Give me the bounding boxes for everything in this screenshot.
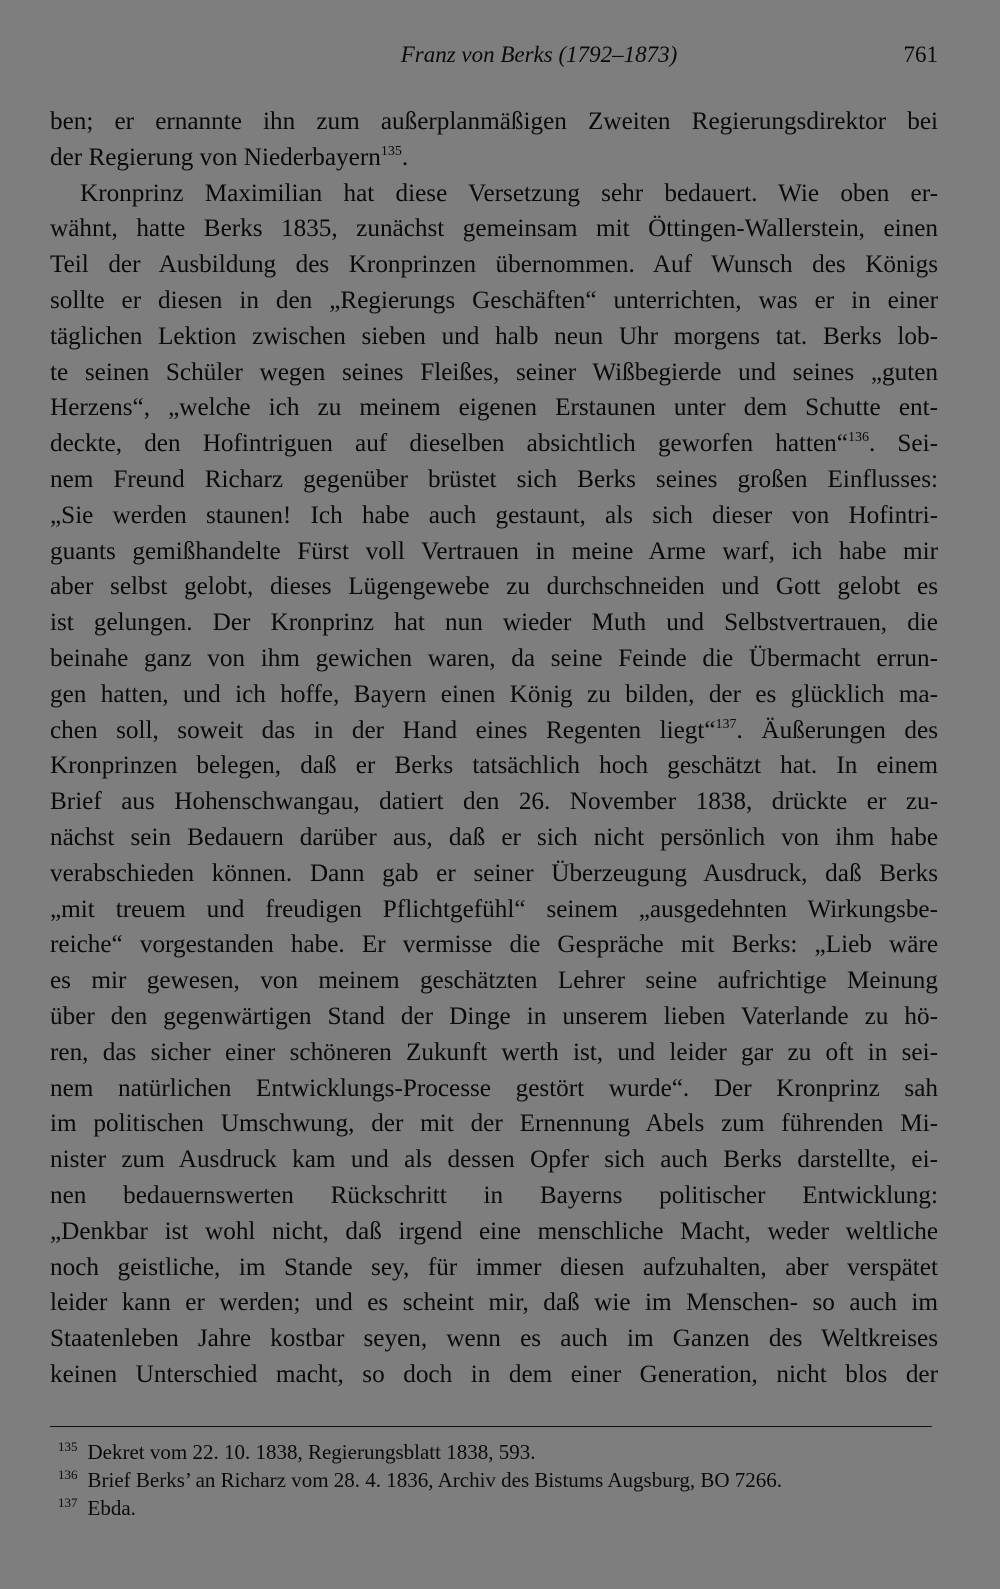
- text-segment: aber selbst gelobt, dieses Lügengewebe zu durchschneiden und Gott gelobt es: [50, 573, 938, 601]
- text-segment: reiche“ vorgestanden habe. Er vermisse die Gespräche mit Berks: „Lieb wäre: [50, 931, 938, 959]
- text-line: [50, 1250, 938, 1286]
- text-line: [50, 820, 938, 856]
- text-line: [50, 569, 938, 605]
- text-segment: . Äußerungen des: [736, 716, 938, 744]
- page-header: [50, 42, 938, 74]
- text-segment: noch geistliche, im Stande sey, für immer diesen aufzuhalten, aber verspätet: [50, 1253, 938, 1281]
- footnote-marker[interactable]: 137: [715, 716, 737, 732]
- text-segment: nächst sein Bedauern darüber aus, daß er sich nicht persönlich von ihm habe: [50, 823, 938, 851]
- text-line: [50, 999, 938, 1035]
- text-segment: keinen Unterschied macht, so doch in dem einer Generation, nicht blos der: [50, 1360, 938, 1388]
- text-line: [50, 856, 938, 892]
- text-segment: sollte er diesen in den „Regierungs Geschäften“ unterrichten, was er in einer: [50, 286, 938, 314]
- text-line: [50, 1285, 938, 1321]
- text-segment: im politischen Umschwung, der mit der Ernennung Abels zum führenden Mi-: [50, 1110, 938, 1138]
- text-line: [50, 104, 938, 140]
- footnote: [58, 1494, 938, 1522]
- text-segment: leider kann er werden; und es scheint mir, daß wie im Menschen- so auch im: [50, 1289, 938, 1317]
- footnotes: [58, 1438, 938, 1522]
- text-segment: täglichen Lektion zwischen sieben und halb neun Uhr morgens tat. Berks lob-: [50, 322, 938, 350]
- text-line: [50, 1214, 938, 1250]
- text-line: [50, 211, 938, 247]
- footnote-separator: [50, 1426, 932, 1427]
- text-segment: es mir gewesen, von meinem geschätzten Lehrer seine aufrichtige Meinung: [50, 967, 938, 995]
- text-line: [50, 1178, 938, 1214]
- text-segment: Kronprinzen belegen, daß er Berks tatsächlich hoch geschätzt hat. In einem: [50, 752, 938, 780]
- text-segment: Teil der Ausbildung des Kronprinzen übernommen. Auf Wunsch des Königs: [50, 251, 938, 279]
- text-line: [50, 426, 938, 462]
- footnote-number: 136: [58, 1467, 78, 1482]
- text-line: [50, 462, 938, 498]
- footnote-marker[interactable]: 135: [380, 143, 402, 159]
- text-segment: nen bedauernswerten Rückschritt in Bayerns politischer Entwicklung:: [50, 1181, 938, 1209]
- text-segment: Kronprinz Maximilian hat diese Versetzung sehr bedauert. Wie oben er-: [80, 179, 938, 207]
- text-line: [50, 319, 938, 355]
- text-line: [50, 498, 938, 534]
- text-line: [50, 927, 938, 963]
- text-line: [50, 605, 938, 641]
- text-line: [50, 1035, 938, 1071]
- text-segment: Brief aus Hohenschwangau, datiert den 26. November 1838, drückte er zu-: [50, 788, 938, 816]
- footnote-text: Brief Berks’ an Richarz vom 28. 4. 1836, Archiv des Bistums Augsburg, BO 7266.: [87, 1468, 782, 1492]
- text-segment: chen soll, soweit das in der Hand eines Regenten liegt“: [50, 716, 716, 744]
- text-line: [50, 713, 938, 749]
- page-number: 761: [903, 42, 938, 67]
- text-segment: verabschieden können. Dann gab er seiner Überzeugung Ausdruck, daß Berks: [50, 859, 938, 887]
- footnote: [58, 1438, 938, 1466]
- text-line: [50, 784, 938, 820]
- text-segment: gen hatten, und ich hoffe, Bayern einen König zu bilden, der es glücklich ma-: [50, 680, 938, 708]
- text-line: [50, 1321, 938, 1357]
- text-line: [50, 641, 938, 677]
- text-line: [50, 1357, 938, 1393]
- text-segment: Staatenleben Jahre kostbar seyen, wenn es auch im Ganzen des Weltkreises: [50, 1325, 938, 1353]
- text-line: [50, 748, 938, 784]
- text-line: [50, 1142, 938, 1178]
- text-segment: nem natürlichen Entwicklungs-Processe gestört wurde“. Der Kronprinz sah: [50, 1074, 938, 1102]
- text-line: [50, 1071, 938, 1107]
- text-segment: Herzens“, „welche ich zu meinem eigenen Erstaunen unter dem Schutte ent-: [50, 394, 938, 422]
- text-segment: te seinen Schüler wegen seines Fleißes, seiner Wißbegierde und seines „guten: [50, 358, 938, 386]
- text-line: [50, 963, 938, 999]
- text-segment: der Regierung von Niederbayern: [50, 143, 381, 171]
- footnote-text: Ebda.: [87, 1496, 136, 1520]
- text-segment: deckte, den Hofintriguen auf dieselben absichtlich geworfen hatten“: [50, 430, 848, 458]
- running-title: Franz von Berks (1792–1873): [400, 42, 678, 67]
- footnote-number: 137: [58, 1495, 78, 1510]
- text-line: [50, 1106, 938, 1142]
- text-segment: . Sei-: [868, 430, 938, 458]
- text-segment: über den gegenwärtigen Stand der Dinge in unserem lieben Vaterlande zu hö-: [50, 1002, 938, 1030]
- text-line: [50, 247, 938, 283]
- text-line: [50, 140, 938, 176]
- footnote-text: Dekret vom 22. 10. 1838, Regierungsblatt 1838, 593.: [87, 1440, 536, 1464]
- text-line: [50, 176, 938, 212]
- text-segment: nem Freund Richarz gegenüber brüstet sich Berks seines großen Einflusses:: [50, 465, 938, 493]
- text-segment: .: [401, 143, 409, 171]
- text-line: [50, 534, 938, 570]
- body-text: [50, 104, 938, 1393]
- text-line: [50, 892, 938, 928]
- text-segment: „Denkbar ist wohl nicht, daß irgend eine menschliche Macht, weder weltliche: [50, 1217, 938, 1245]
- footnote: [58, 1466, 938, 1494]
- text-segment: ben; er ernannte ihn zum außerplanmäßigen Zweiten Regierungsdirektor bei: [50, 108, 938, 135]
- text-segment: „Sie werden staunen! Ich habe auch gestaunt, als sich dieser von Hofintri-: [50, 501, 938, 529]
- text-line: [50, 283, 938, 319]
- text-line: [50, 390, 938, 426]
- text-segment: ren, das sicher einer schöneren Zukunft werth ist, und leider gar zu oft in sei-: [50, 1038, 938, 1066]
- text-segment: ist gelungen. Der Kronprinz hat nun wieder Muth und Selbstvertrauen, die: [50, 609, 938, 637]
- text-segment: „mit treuem und freudigen Pflichtgefühl“ seinem „ausgedehnten Wirkungsbe-: [50, 895, 938, 923]
- footnote-number: 135: [58, 1439, 78, 1454]
- text-line: [50, 355, 938, 391]
- text-line: [50, 677, 938, 713]
- text-segment: wähnt, hatte Berks 1835, zunächst gemeinsam mit Öttingen-Wallerstein, einen: [50, 215, 938, 243]
- text-segment: beinahe ganz von ihm gewichen waren, da seine Feinde die Übermacht errun-: [50, 644, 938, 672]
- text-segment: guants gemißhandelte Fürst voll Vertrauen in meine Arme warf, ich habe mir: [50, 537, 938, 565]
- footnote-marker[interactable]: 136: [847, 430, 869, 446]
- document-page: [50, 0, 938, 1589]
- text-segment: nister zum Ausdruck kam und als dessen Opfer sich auch Berks darstellte, ei-: [50, 1146, 938, 1174]
